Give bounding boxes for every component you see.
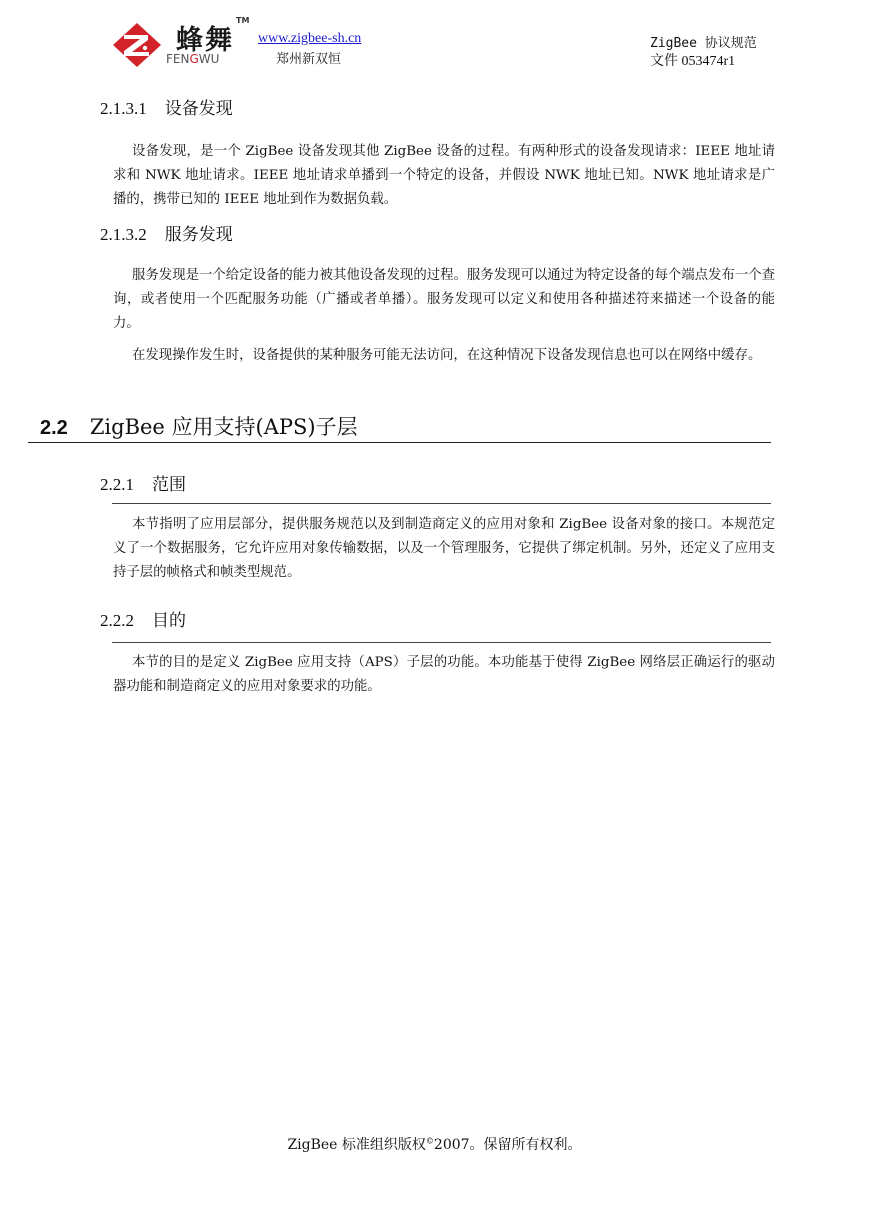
paragraph-device-discovery: 设备发现，是一个 ZigBee 设备发现其他 ZigBee 设备的过程。有两种形式的设备发现请求：IEEE 地址请求和 NWK 地址请求。IEEE 地址请求单播到一个特定的设备，并假设 NWK 地址已知。NWK 地址请求是广播的，携带已知的 IEEE 地址到作为数据负载。 [113,144,775,207]
brand-en-part-2: WU [198,52,220,66]
heading-title: 范围 [152,475,186,495]
brand-english-name [166,52,219,66]
company-name: 郑州新双恒 [276,52,342,67]
trademark-mark: TM [236,16,250,25]
footer-text-end: 2007。保留所有权利。 [433,1137,582,1153]
section-divider [28,442,771,443]
paragraph-scope: 本节指明了应用层部分，提供服务规范以及到制造商定义的应用对象和 ZigBee 设备对象的接口。本规范定义了一个数据服务，它允许应用对象传输数据，以及一个管理服务，它提供了绑定机制。另外，还定义了应用支持子层的帧格式和帧类型规范。 [113,517,775,580]
heading-number: 2.2 [40,417,68,439]
heading-number: 2.2.2 [100,611,134,630]
heading-2-2-1 [100,470,186,495]
subsection-divider [112,642,771,643]
copyright-symbol: © [425,1136,434,1146]
page-footer [0,1134,869,1154]
paragraph-purpose: 本节的目的是定义 ZigBee 应用支持（APS）子层的功能。本功能基于使得 ZigBee 网络层正确运行的驱动器功能和制造商定义的应用对象要求的功能。 [113,655,775,694]
heading-title: 设备发现 [164,99,233,119]
heading-number: 2.1.3.2 [100,225,147,244]
paragraph-service-discovery-1: 服务发现是一个给定设备的能力被其他设备发现的过程。服务发现可以通过为特定设备的每个端点发布一个查询，或者使用一个匹配服务功能（广播或者单播）。服务发现可以定义和使用各种描述符来描述一个设备的能力。 [113,268,775,331]
footer-text: ZigBee 标准组织版权 [287,1137,426,1153]
heading-title: 目的 [152,611,186,631]
heading-2-2 [40,411,358,441]
heading-2-1-3-1 [100,94,233,119]
brand-en-part-red: G [189,52,199,66]
heading-title: ZigBee 应用支持(APS)子层 [89,415,358,439]
brand-chinese-name: 蜂舞 [176,25,234,56]
subsection-divider [112,503,771,504]
document-title: ZigBee 协议规范 [650,36,757,51]
heading-title: 服务发现 [164,225,233,245]
heading-2-2-2 [100,606,186,631]
heading-number: 2.1.3.1 [100,99,147,118]
heading-2-1-3-2 [100,220,233,245]
document-number: 文件 053474r1 [650,54,736,69]
fengwu-logo-icon [112,22,162,68]
heading-number: 2.2.1 [100,475,134,494]
brand-en-part-1: FEN [166,52,190,66]
website-link[interactable]: www.zigbee-sh.cn [258,31,362,46]
paragraph-service-discovery-2: 在发现操作发生时，设备提供的某种服务可能无法访问，在这种情况下设备发现信息也可以在网络中缓存。 [132,348,762,363]
